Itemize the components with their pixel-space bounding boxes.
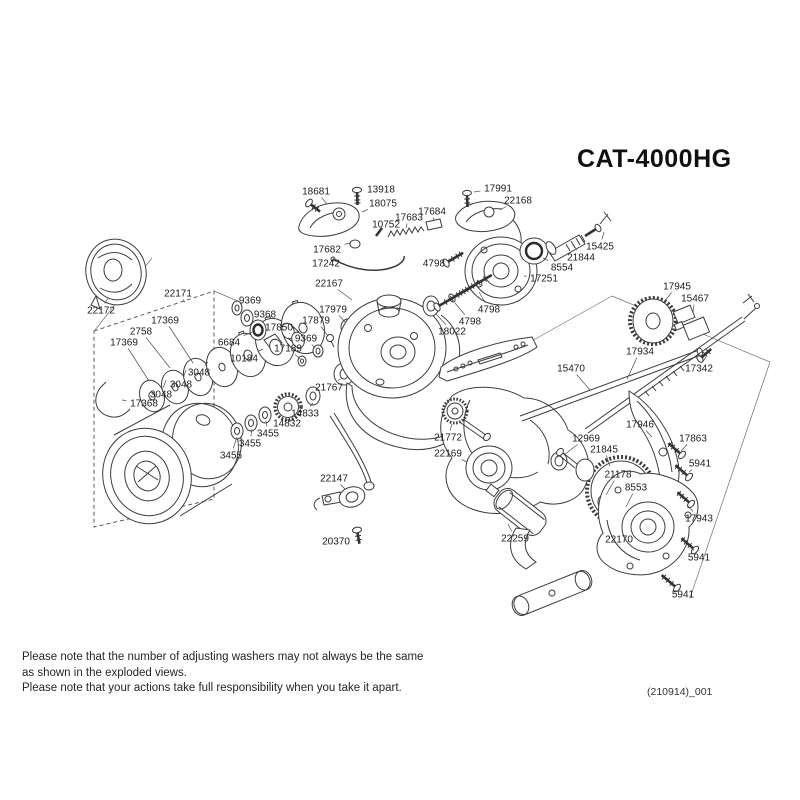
part-label [679, 434, 707, 452]
svg-text:17946: 17946 [626, 419, 654, 431]
part-label [685, 505, 713, 525]
svg-text:9368: 9368 [253, 309, 277, 321]
svg-text:14833: 14833 [291, 408, 319, 420]
svg-text:5941: 5941 [687, 552, 711, 564]
note-line: Please note that the number of adjusting washers may not always be the same [22, 651, 424, 663]
svg-text:21844: 21844 [567, 252, 595, 264]
svg-text:17945: 17945 [663, 281, 691, 293]
svg-text:17943: 17943 [685, 513, 713, 525]
part-label [362, 199, 397, 213]
note-line: as shown in the exploded views. [22, 666, 187, 679]
svg-text:17863: 17863 [679, 433, 707, 445]
part-label [265, 323, 293, 335]
svg-text:2758: 2758 [129, 326, 153, 338]
drag-knob-drawing [79, 233, 153, 312]
svg-text:20370: 20370 [322, 536, 350, 548]
svg-text:17242: 17242 [312, 258, 340, 270]
part-label [151, 316, 193, 364]
bail-wire-17242 [333, 256, 404, 270]
part-label [322, 537, 350, 548]
svg-text:3455: 3455 [238, 438, 262, 450]
svg-text:3048: 3048 [149, 389, 173, 401]
svg-text:17683: 17683 [395, 212, 423, 224]
svg-text:18681: 18681 [302, 186, 330, 198]
svg-text:21772: 21772 [434, 432, 462, 444]
note-line: Please note that your actions take full responsibility when you take it apart. [22, 682, 402, 694]
svg-text:3048: 3048 [187, 367, 211, 379]
svg-text:17879: 17879 [302, 315, 330, 327]
svg-text:10752: 10752 [372, 219, 400, 231]
svg-text:18075: 18075 [369, 198, 397, 210]
svg-text:17368: 17368 [130, 398, 158, 410]
svg-text:21178: 21178 [604, 469, 632, 481]
svg-text:15470: 15470 [557, 363, 585, 375]
part-label [586, 232, 614, 253]
svg-text:5941: 5941 [688, 458, 712, 470]
part-label [302, 187, 330, 205]
footer-notes [22, 650, 423, 697]
part-label [315, 279, 352, 301]
svg-text:21845: 21845 [590, 444, 618, 456]
roller-17682 [350, 240, 360, 248]
part-label [320, 474, 348, 490]
svg-text:18022: 18022 [438, 326, 466, 338]
clip-15425 [600, 212, 611, 224]
svg-text:8554: 8554 [550, 262, 574, 274]
svg-text:21767: 21767 [315, 382, 343, 394]
svg-text:9369: 9369 [294, 333, 318, 345]
screw-20370 [352, 526, 364, 544]
part-label [363, 185, 395, 196]
svg-text:15425: 15425 [586, 241, 614, 253]
svg-text:22168: 22168 [504, 195, 532, 207]
screw-13918 [352, 187, 362, 205]
svg-text:6684: 6684 [217, 337, 241, 349]
part-label [313, 243, 350, 256]
svg-text:22167: 22167 [315, 278, 343, 290]
part-label [110, 338, 149, 382]
svg-text:4798: 4798 [458, 316, 482, 328]
svg-text:8553: 8553 [624, 482, 648, 494]
svg-text:22259: 22259 [501, 533, 529, 545]
svg-text:13918: 13918 [367, 184, 395, 196]
svg-text:17682: 17682 [313, 244, 341, 256]
svg-text:17189: 17189 [274, 343, 302, 355]
part-label [557, 364, 590, 391]
svg-text:3455: 3455 [219, 450, 243, 462]
svg-text:17369: 17369 [151, 315, 179, 327]
part-label [250, 310, 277, 321]
svg-text:22147: 22147 [320, 473, 348, 485]
document-code: (210914)_001 [647, 686, 713, 698]
part-label [273, 416, 301, 430]
part-label [474, 184, 512, 195]
svg-text:4798: 4798 [477, 304, 501, 316]
svg-text:17342: 17342 [685, 363, 713, 375]
svg-text:17991: 17991 [484, 183, 512, 195]
handle-knob-drawing [509, 568, 594, 618]
svg-text:14832: 14832 [273, 418, 301, 430]
svg-text:22170: 22170 [605, 534, 633, 546]
svg-text:17934: 17934 [626, 346, 654, 358]
part-label [605, 535, 633, 546]
svg-text:17979: 17979 [319, 304, 347, 316]
tube-17684 [426, 219, 442, 230]
svg-text:4798: 4798 [422, 258, 446, 270]
model-title: CAT-4000HG [577, 145, 732, 173]
svg-text:12969: 12969 [572, 433, 600, 445]
svg-text:17684: 17684 [418, 206, 446, 218]
part-label [122, 399, 158, 410]
svg-text:15467: 15467 [681, 293, 709, 305]
svg-text:3455: 3455 [256, 428, 280, 440]
part-label [239, 296, 262, 308]
svg-text:9369: 9369 [238, 295, 262, 307]
svg-text:17850: 17850 [265, 322, 293, 334]
spool-clip-drawing [96, 382, 130, 417]
part-label [524, 274, 558, 285]
svg-text:22171: 22171 [164, 288, 192, 300]
spool-drawing [91, 394, 250, 534]
svg-text:10184: 10184 [230, 353, 258, 365]
svg-text:17251: 17251 [530, 273, 558, 285]
svg-text:3048: 3048 [169, 379, 193, 391]
part-label [689, 459, 712, 473]
body-group-drawing [439, 337, 595, 618]
svg-text:22169: 22169 [434, 448, 462, 460]
part-label [312, 259, 340, 270]
svg-text:17369: 17369 [110, 337, 138, 349]
svg-text:22172: 22172 [87, 305, 115, 317]
svg-text:5941: 5941 [671, 589, 695, 601]
